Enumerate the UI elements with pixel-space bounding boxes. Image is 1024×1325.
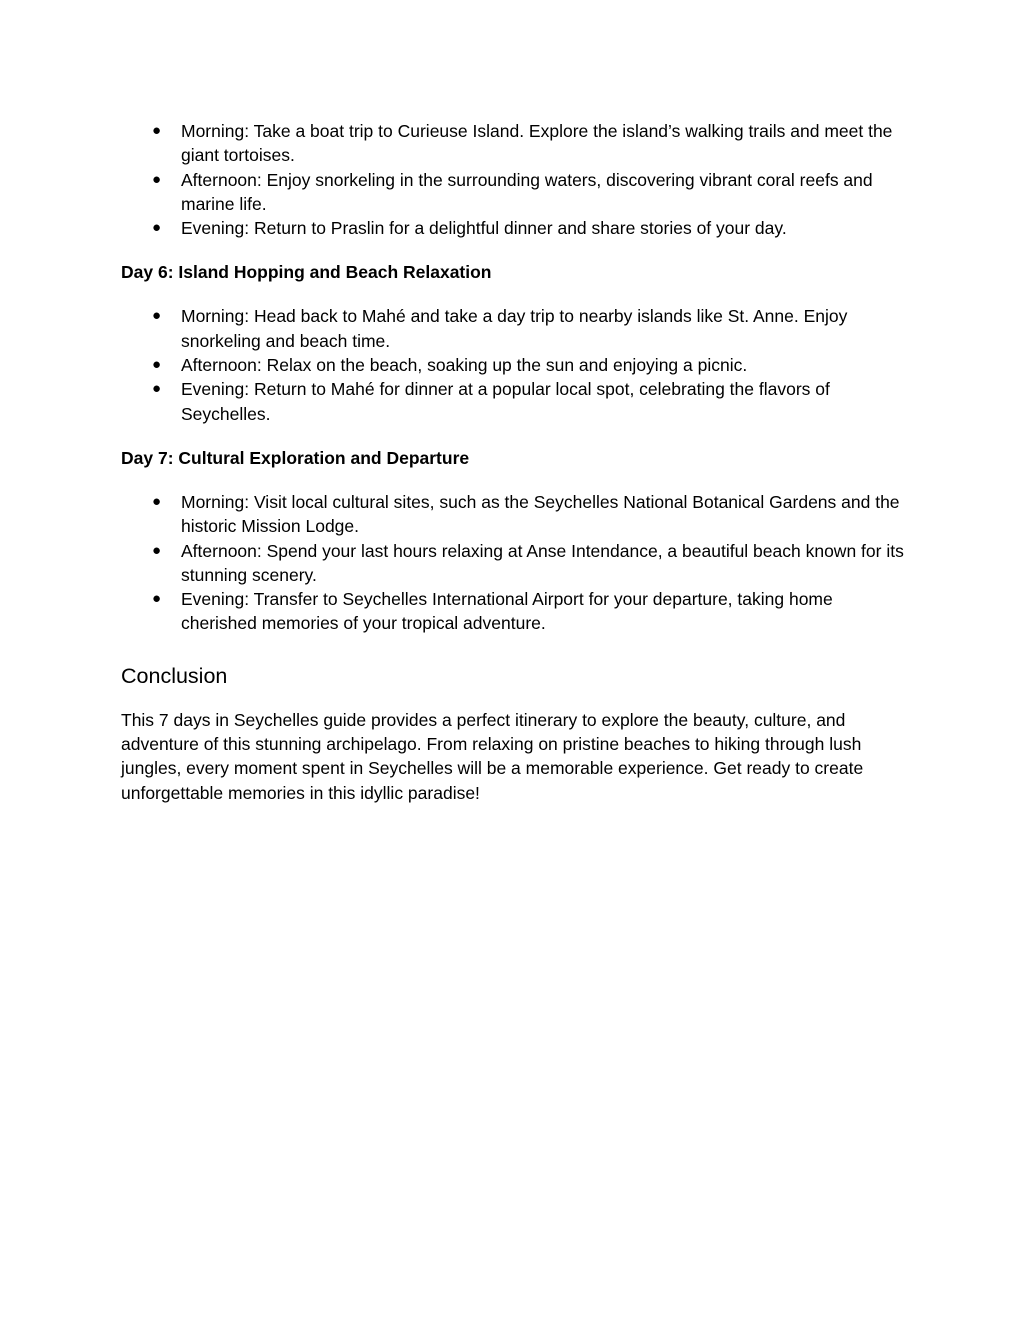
list-item-text: Morning: Head back to Mahé and take a day trip to nearby islands like St. Anne. Enjoy snorkeling and beach time. <box>181 306 848 351</box>
list-item <box>121 168 906 217</box>
list-item-text: Evening: Return to Praslin for a delightful dinner and share stories of your day. <box>181 218 787 239</box>
list-item <box>121 377 906 426</box>
list-item <box>121 490 906 539</box>
bullet-icon: ● <box>152 356 162 374</box>
day7-heading: Day 7: Cultural Exploration and Departure <box>121 447 470 468</box>
list-item-text: Afternoon: Enjoy snorkeling in the surrounding waters, discovering vibrant coral reefs and marine life. <box>181 169 873 214</box>
list-item-text: Morning: Take a boat trip to Curieuse Island. Explore the island’s walking trails and meet the giant tortoises. <box>181 121 893 166</box>
list-item <box>121 587 906 636</box>
day7-list <box>121 490 906 636</box>
conclusion-heading: Conclusion <box>121 663 228 688</box>
day5-list <box>121 119 906 240</box>
list-item-text: Afternoon: Relax on the beach, soaking up the sun and enjoying a picnic. <box>181 355 748 376</box>
list-item-text: Morning: Visit local cultural sites, such as the Seychelles National Botanical Gardens and the historic Mission Lodge. <box>181 491 900 537</box>
list-item <box>121 119 906 168</box>
bullet-icon: ● <box>152 219 162 237</box>
list-item-text: Evening: Return to Mahé for dinner at a popular local spot, celebrating the flavors of Seychelles. <box>181 379 830 424</box>
bullet-icon: ● <box>152 492 162 510</box>
bullet-icon: ● <box>152 541 162 559</box>
list-item <box>121 216 906 240</box>
bullet-icon: ● <box>152 590 162 608</box>
list-item-text: Afternoon: Spend your last hours relaxing at Anse Intendance, a beautiful beach known for its stunning scenery. <box>181 540 904 585</box>
day6-heading: Day 6: Island Hopping and Beach Relaxation <box>121 262 492 283</box>
day6-list <box>121 304 906 425</box>
conclusion-paragraph: This 7 days in Seychelles guide provides a perfect itinerary to explore the beauty, culture, and adventure of this stunning archipelago. From relaxing on pristine beaches to hiking through lush jungles, every moment spent in Seychelles will be a memorable experience. Get ready to create unforgettable memories in this idyllic paradise! <box>121 709 864 803</box>
document-page <box>121 119 906 805</box>
list-item <box>121 353 906 377</box>
list-item <box>121 304 906 353</box>
list-item-text: Evening: Transfer to Seychelles International Airport for your departure, taking home cherished memories of your tropical adventure. <box>181 589 833 634</box>
bullet-icon: ● <box>152 170 162 188</box>
bullet-icon: ● <box>152 380 162 398</box>
bullet-icon: ● <box>152 307 162 325</box>
list-item <box>121 539 906 588</box>
bullet-icon: ● <box>152 122 162 139</box>
